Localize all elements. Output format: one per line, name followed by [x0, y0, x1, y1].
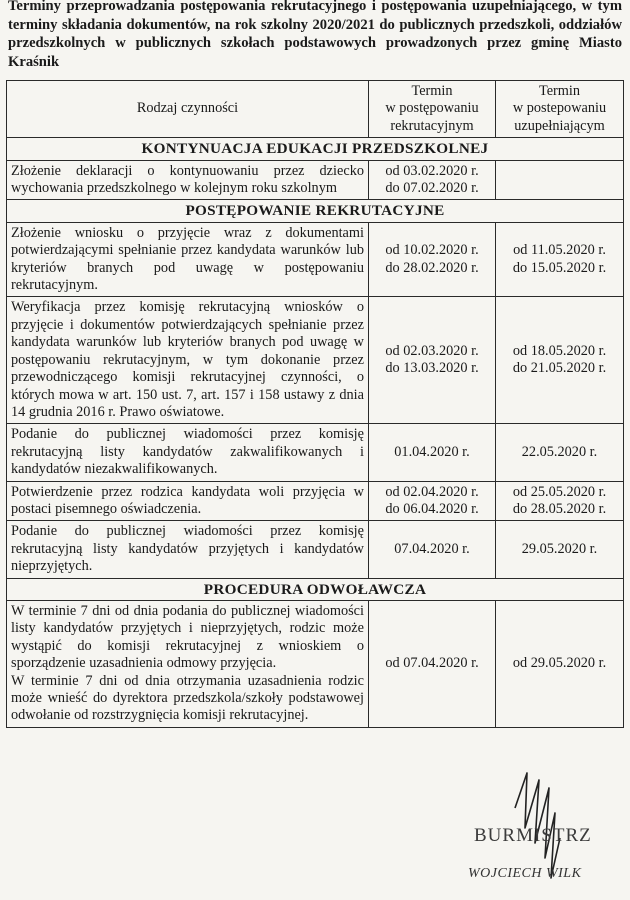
term-line: 29.05.2020 r. [521, 540, 598, 557]
table-row [7, 160, 624, 200]
term-line: od 07.04.2020 r. [385, 655, 479, 672]
recruitment-term [369, 160, 496, 200]
supplementary-term [496, 521, 624, 578]
column-header-recruitment-line2: w postępowaniu [385, 100, 479, 117]
term-line: do 28.02.2020 r. [385, 259, 479, 276]
table-row [7, 481, 624, 521]
section-heading-recruitment: POSTĘPOWANIE REKRUTACYJNE [7, 200, 624, 222]
mayor-stamp [462, 825, 622, 895]
activity-description: Złożenie deklaracji o kontynuowaniu przez dziecko wychowania przedszkolnego w kolejnym roku szkolnym [7, 160, 369, 200]
supplementary-term [496, 424, 624, 481]
section-heading-continuation: KONTYNUACJA EDUKACJI PRZEDSZKOLNEJ [7, 138, 624, 160]
section-heading-appeal: PROCEDURA ODWOŁAWCZA [7, 578, 624, 600]
term-line: 01.04.2020 r. [394, 443, 470, 460]
section-row [7, 578, 624, 600]
column-header-recruitment-line3: rekrutacyjnym [390, 117, 474, 134]
term-line: od 25.05.2020 r. [512, 483, 607, 500]
column-header-supplementary-line3: uzupełniającym [514, 117, 605, 134]
table-row [7, 424, 624, 481]
term-line: do 15.05.2020 r. [512, 259, 607, 276]
column-header-activity-label: Rodzaj czynności [136, 100, 239, 117]
activity-description: Podanie do publicznej wiadomości przez komisję rekrutacyjną listy kandydatów zakwalifikowanych i kandydatów niezakwalifikowanych. [7, 424, 369, 481]
term-line: od 11.05.2020 r. [513, 242, 606, 259]
term-line: do 21.05.2020 r. [512, 360, 607, 377]
table-row [7, 521, 624, 578]
recruitment-term [369, 521, 496, 578]
supplementary-term [496, 297, 624, 424]
term-line: od 02.04.2020 r. [385, 483, 479, 500]
column-header-supplementary-line2: w postepowaniu [512, 100, 607, 117]
appeal-paragraph: W terminie 7 dni od dnia otrzymania uzasadnienia rodzic może wnieść do dyrektora przedszkola/szkoły podstawowej odwołanie od rozstrzygnięcia komisji rekrutacyjnej. [11, 672, 364, 724]
recruitment-term [369, 222, 496, 297]
activity-description: Podanie do publicznej wiadomości przez komisję rekrutacyjną listy kandydatów przyjętych i kandydatów nieprzyjętych. [7, 521, 369, 578]
term-line: od 29.05.2020 r. [512, 655, 607, 672]
recruitment-term [369, 424, 496, 481]
stamp-name: WOJCIECH WILK [468, 866, 582, 881]
term-line: 07.04.2020 r. [394, 540, 470, 557]
document-header: Terminy przeprowadzania postępowania rekrutacyjnego i postępowania uzupełniającego, w tym terminy składania dokumentów, na rok szkolny 2020/2021 do publicznych przedszkoli, oddziałów przedszkolnych w publicznych szkołach podstawowych prowadzonych przez gminę Miasto Kraśnik [8, 0, 622, 70]
activity-description: Weryfikacja przez komisję rekrutacyjną wniosków o przyjęcie i dokumentów potwierdzających spełnianie przez kandydata warunków lub kryteriów branych pod uwagę w postępowaniu rekrutacyjnym, w tym dokonanie przez przewodniczącego komisji rekrutacyjnej czynności, o których mowa w art. 150 ust. 7, art. 157 i 158 ustawy z dnia 14 grudnia 2016 r. Prawo oświatowe. [7, 297, 369, 424]
supplementary-term [496, 600, 624, 727]
column-header-supplementary [496, 81, 624, 138]
table-row [7, 222, 624, 297]
activity-description [7, 600, 369, 727]
recruitment-term [369, 600, 496, 727]
stamp-title: BURMISTRZ [474, 825, 592, 846]
term-line: od 03.02.2020 r. [385, 162, 479, 179]
appeal-paragraph: W terminie 7 dni od dnia podania do publicznej wiadomości listy kandydatów przyjętych i nieprzyjętych, rodzic może wystąpić do komisji rekrutacyjnej z wnioskiem o sporządzenie uzasadnienia odmowy przyjęcia. [11, 602, 364, 672]
term-line: od 02.03.2020 r. [385, 342, 479, 359]
term-line: od 10.02.2020 r. [385, 242, 479, 259]
table-row [7, 600, 624, 727]
activity-description: Potwierdzenie przez rodzica kandydata woli przyjęcia w postaci pisemnego oświadczenia. [7, 481, 369, 521]
supplementary-term [496, 160, 624, 200]
section-row [7, 200, 624, 222]
section-row [7, 138, 624, 160]
column-header-recruitment [369, 81, 496, 138]
column-header-activity [7, 81, 369, 138]
supplementary-term [496, 481, 624, 521]
term-line: do 06.04.2020 r. [385, 500, 479, 517]
activity-description: Złożenie wniosku o przyjęcie wraz z dokumentami potwierdzającymi spełnianie przez kandydata warunków lub kryteriów branych pod uwagę w postępowaniu rekrutacyjnym. [7, 222, 369, 297]
column-header-supplementary-line1: Termin [538, 83, 581, 99]
recruitment-term [369, 481, 496, 521]
term-line: do 28.05.2020 r. [512, 500, 607, 517]
term-line: 22.05.2020 r. [521, 443, 598, 460]
table-row [7, 297, 624, 424]
term-line: do 13.03.2020 r. [385, 360, 479, 377]
supplementary-term [496, 222, 624, 297]
schedule-table [6, 80, 624, 728]
term-line: do 07.02.2020 r. [385, 180, 479, 197]
recruitment-term [369, 297, 496, 424]
table-header-row [7, 81, 624, 138]
column-header-recruitment-line1: Termin [411, 83, 453, 99]
term-line: od 18.05.2020 r. [512, 342, 607, 359]
